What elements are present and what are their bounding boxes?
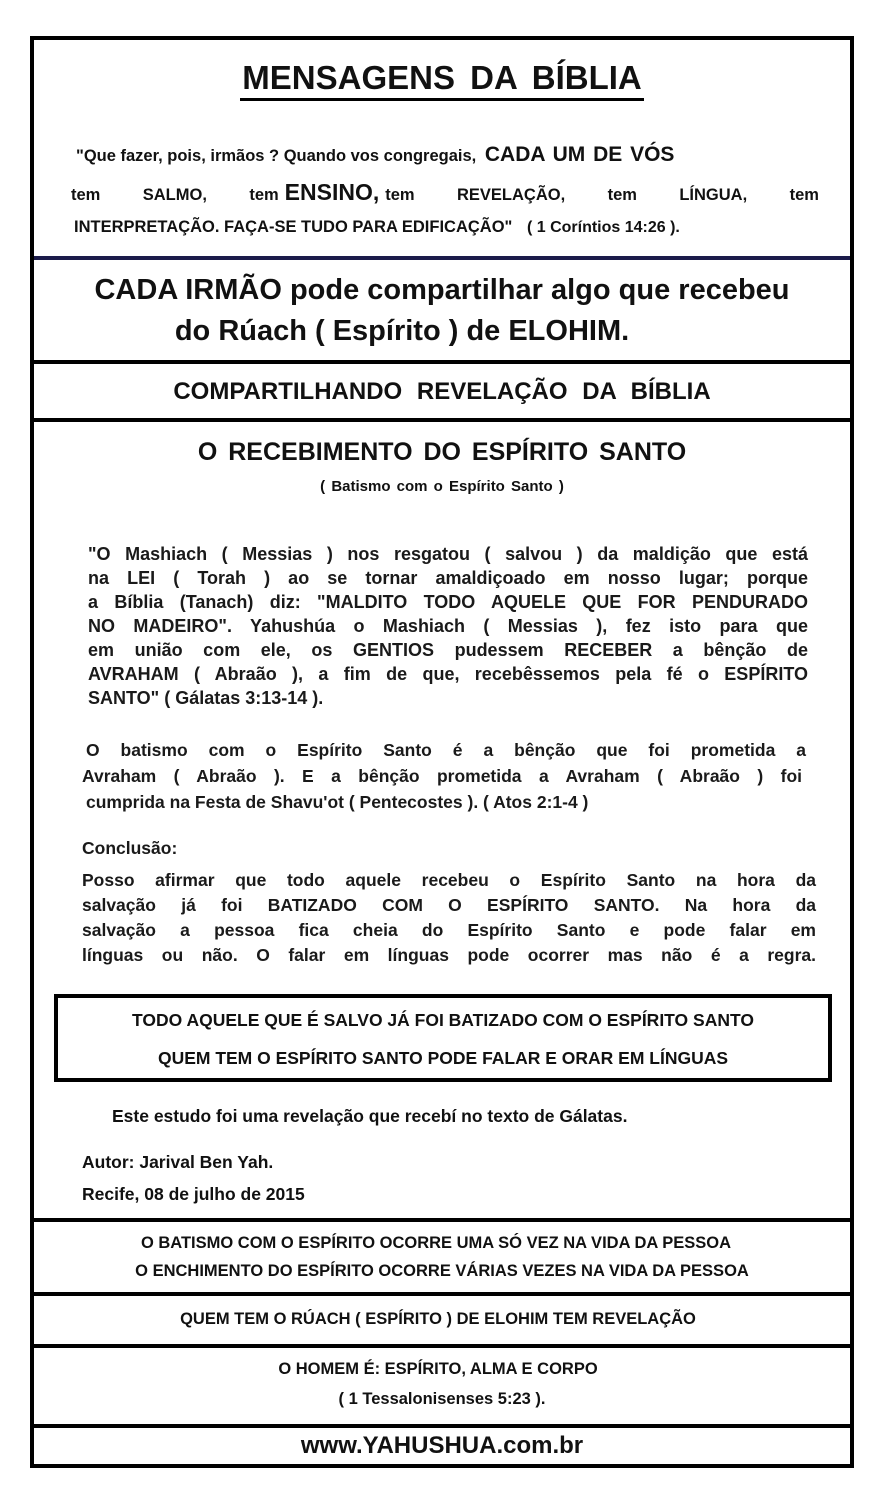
share-line-1: CADA IRMÃO pode compartilhar algo que recebeu — [94, 274, 790, 306]
para1-line: a Bíblia (Tanach) diz: "MALDITO TODO AQUELE QUE FOR PENDURADO — [88, 592, 808, 612]
study-note: Este estudo foi uma revelação que recebí no texto de Gálatas. — [112, 1106, 628, 1126]
para1-line: SANTO" ( Gálatas 3:13-14 ). — [88, 688, 324, 708]
man-line-1: O HOMEM É: ESPÍRITO, ALMA E CORPO — [278, 1360, 598, 1378]
para1-line: em união com ele, os GENTIOS pudessem RECEBER a bênção de — [88, 640, 808, 660]
para1-line: NO MADEIRO". Yahushúa o Mashiach ( Messias ), fez isto para que — [88, 616, 808, 636]
highlight-line-2: QUEM TEM O ESPÍRITO SANTO PODE FALAR E ORAR EM LÍNGUAS — [157, 1048, 729, 1068]
highlight-box — [54, 994, 832, 1082]
revelation-line: QUEM TEM O RÚACH ( ESPÍRITO ) DE ELOHIM TEM REVELAÇÃO — [180, 1310, 696, 1328]
para1-line: "O Mashiach ( Messias ) nos resgatou ( salvou ) da maldição que está — [88, 544, 808, 564]
quote-line-1: "Que fazer, pois, irmãos ? Quando vos congregais, CADA UM DE VÓS — [76, 143, 675, 166]
share-line-2: do Rúach ( Espírito ) de ELOHIM. — [174, 315, 630, 347]
man-line-2: ( 1 Tessalonisenses 5:23 ). — [338, 1390, 546, 1408]
para3-line: línguas ou não. O falar em línguas pode ocorrer mas não é a regra. — [82, 945, 816, 965]
section-title: COMPARTILHANDO REVELAÇÃO DA BÍBLIA — [173, 378, 711, 405]
baptism-section — [34, 1222, 850, 1292]
para1-line: na LEI ( Torah ) ao se tornar amaldiçoado em nosso lugar; porque — [88, 568, 808, 588]
study-section — [34, 422, 850, 1218]
para2-line: Avraham ( Abraão ). E a bênção prometida a Avraham ( Abraão ) foi — [82, 766, 802, 786]
highlight-line-1: TODO AQUELE QUE É SALVO JÁ FOI BATIZADO COM O ESPÍRITO SANTO — [132, 1010, 754, 1030]
para2-line: cumprida na Festa de Shavu'ot ( Pentecostes ). ( Atos 2:1-4 ) — [86, 792, 589, 812]
study-subtitle: ( Batismo com o Espírito Santo ) — [320, 478, 564, 495]
site-url-link[interactable]: www.YAHUSHUA.com.br — [300, 1432, 584, 1459]
author: Autor: Jarival Ben Yah. — [82, 1152, 274, 1172]
share-section — [34, 260, 850, 360]
para2-line: O batismo com o Espírito Santo é a bênção que foi prometida a — [86, 740, 806, 760]
para3-line: Posso afirmar que todo aquele recebeu o Espírito Santo na hora da — [82, 870, 816, 890]
study-title: O RECEBIMENTO DO ESPÍRITO SANTO — [197, 438, 687, 466]
para1-line: AVRAHAM ( Abraão ), a fim de que, recebêssemos pela fé o ESPÍRITO — [88, 664, 808, 684]
url-section — [34, 1428, 850, 1468]
man-section — [34, 1348, 850, 1424]
header-section — [34, 40, 850, 260]
revelation-section — [34, 1296, 850, 1344]
baptism-line-1: O BATISMO COM O ESPÍRITO OCORRE UMA SÓ VEZ NA VIDA DA PESSOA — [140, 1234, 732, 1252]
place-date: Recife, 08 de julho de 2015 — [82, 1184, 305, 1204]
page-title: MENSAGENS DA BÍBLIA — [34, 58, 850, 101]
para3-line: salvação a pessoa fica cheia do Espírito Santo e pode falar em — [82, 920, 816, 940]
baptism-line-2: O ENCHIMENTO DO ESPÍRITO OCORRE VÁRIAS VEZES NA VIDA DA PESSOA — [135, 1262, 749, 1280]
page-frame — [30, 36, 854, 1468]
para3-line: salvação já foi BATIZADO COM O ESPÍRITO SANTO. Na hora da — [82, 895, 816, 915]
quote-line-2: tem SALMO, tem ENSINO, tem REVELAÇÃO, tem LÍNGUA, tem — [71, 179, 819, 205]
quote-line-3: INTERPRETAÇÃO. FAÇA-SE TUDO PARA EDIFICAÇÃO" ( 1 Coríntios 14:26 ). — [74, 218, 680, 236]
conclusion-label: Conclusão: — [82, 838, 178, 858]
section-title-bar — [34, 364, 850, 418]
